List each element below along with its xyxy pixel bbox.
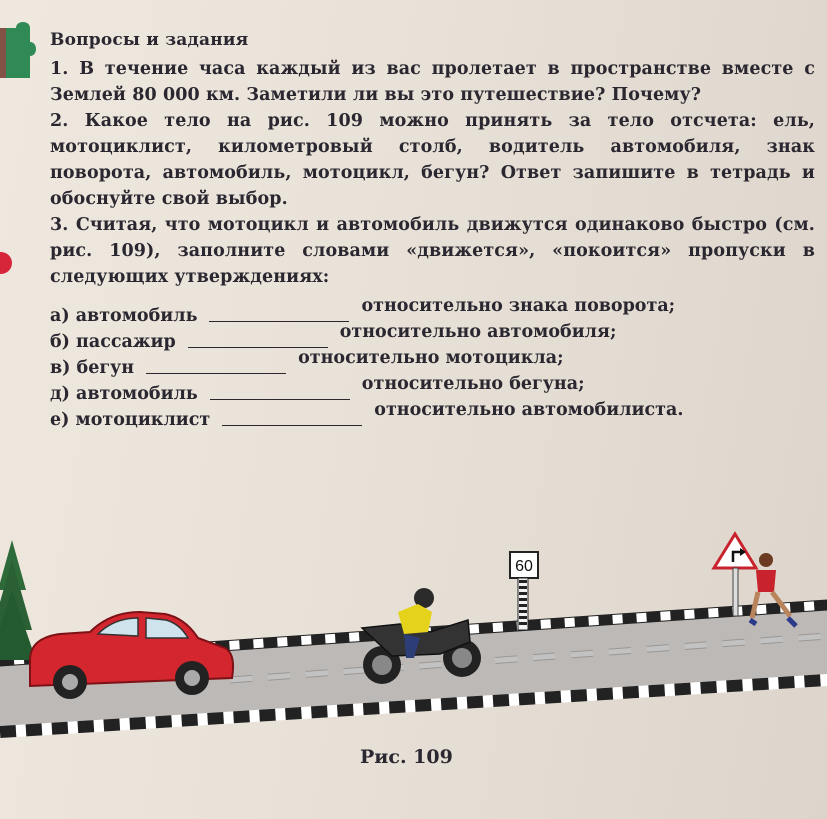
question-number: 3. <box>50 215 69 235</box>
question-number: 1. <box>50 59 69 79</box>
turn-sign <box>714 534 756 616</box>
question-1 <box>50 56 815 108</box>
question-text: Какое тело на рис. 109 можно принять за тело отсчета: ель, мотоциклист, километровый столб, водитель автомобиля, знак поворота, автомобиль, мотоцикл, бегун? Ответ запишите в тетрадь и обоснуйте свой выбор. <box>50 111 815 209</box>
statement-tail: относительно автомобиля; <box>339 322 617 342</box>
answer-blank[interactable] <box>222 425 362 426</box>
puzzle-piece-icon <box>0 20 40 86</box>
statement-head: а) автомобиль <box>50 306 198 326</box>
questions-section <box>50 30 815 430</box>
section-heading: Вопросы и задания <box>50 30 249 50</box>
statement-head: д) автомобиль <box>50 384 198 404</box>
statement-head: в) бегун <box>50 358 135 378</box>
question-text: Считая, что мотоцикл и автомобиль движутся одинаково быстро (см. рис. 109), заполните словами «движется», «покоится» пропуски в следующих утверждениях: <box>50 215 815 287</box>
statement-tail: относительно мотоцикла; <box>298 348 564 368</box>
statement-row <box>50 400 815 430</box>
answer-blank[interactable] <box>146 373 286 374</box>
statement-tail: относительно автомобилиста. <box>374 400 684 420</box>
statement-tail: относительно знака поворота; <box>361 296 676 316</box>
figure-109 <box>0 520 827 750</box>
question-number: 2. <box>50 111 69 131</box>
statement-tail: относительно бегуна; <box>361 374 585 394</box>
statement-head: е) мотоциклист <box>50 410 211 430</box>
fill-in-statements <box>50 296 815 430</box>
question-text: В течение часа каждый из вас пролетает в пространстве вместе с Землей 80 000 км. Заметили ли вы это путешествие? Почему? <box>50 59 815 105</box>
tree <box>0 540 36 660</box>
question-3 <box>50 212 815 290</box>
answer-blank[interactable] <box>210 399 350 400</box>
question-2 <box>50 108 815 212</box>
speed-sign-label: 60 <box>515 558 533 575</box>
statement-head: б) пассажир <box>50 332 176 352</box>
figure-caption: Рис. 109 <box>360 746 453 768</box>
answer-blank[interactable] <box>209 321 349 322</box>
speed-sign <box>510 552 538 630</box>
